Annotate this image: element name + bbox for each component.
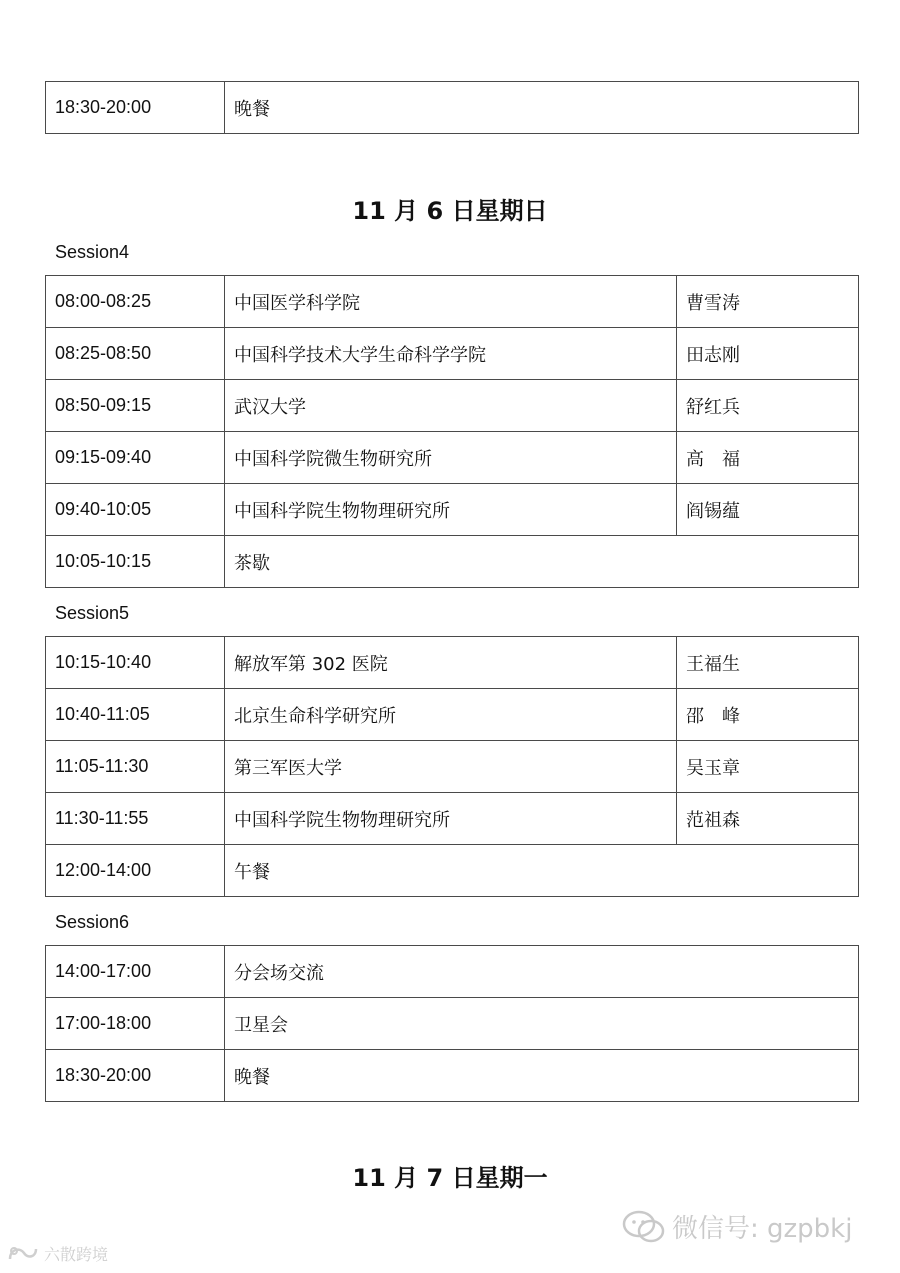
time-cell: 10:05-10:15 (46, 536, 225, 588)
site-name-text: 六散跨境 (44, 1245, 109, 1264)
table-row (46, 845, 859, 897)
institution-cell: 武汉大学 (225, 380, 677, 432)
time-cell: 11:05-11:30 (46, 741, 225, 793)
table-row (46, 689, 859, 741)
description-cell: 晚餐 (225, 82, 859, 134)
speaker-cell: 舒红兵 (677, 380, 859, 432)
logo-icon (6, 1243, 40, 1265)
wechat-icon (622, 1210, 666, 1244)
table-row (46, 637, 859, 689)
description-cell: 午餐 (225, 845, 859, 897)
session5-table (45, 636, 859, 897)
table-row (46, 484, 859, 536)
time-cell: 14:00-17:00 (46, 946, 225, 998)
session-label: Session5 (55, 603, 130, 623)
table-row (46, 276, 859, 328)
time-cell: 18:30-20:00 (46, 82, 225, 134)
description-cell: 晚餐 (225, 1050, 859, 1102)
time-cell: 11:30-11:55 (46, 793, 225, 845)
table-row (46, 82, 859, 134)
time-cell: 18:30-20:00 (46, 1050, 225, 1102)
institution-cell: 北京生命科学研究所 (225, 689, 677, 741)
session4-table (45, 275, 859, 588)
day-title: 11 月 7 日星期一 (352, 1164, 548, 1192)
table-row (46, 1050, 859, 1102)
time-cell: 10:40-11:05 (46, 689, 225, 741)
table-row (46, 380, 859, 432)
institution-cell: 解放军第 302 医院 (225, 637, 677, 689)
time-cell: 09:40-10:05 (46, 484, 225, 536)
description-cell: 茶歇 (225, 536, 859, 588)
time-cell: 17:00-18:00 (46, 998, 225, 1050)
time-cell: 10:15-10:40 (46, 637, 225, 689)
table-row (46, 741, 859, 793)
speaker-cell: 阎锡蕴 (677, 484, 859, 536)
session-label: Session4 (55, 242, 130, 262)
institution-cell: 第三军医大学 (225, 741, 677, 793)
wechat-watermark (622, 1208, 852, 1245)
time-cell: 12:00-14:00 (46, 845, 225, 897)
institution-cell: 中国科学院生物物理研究所 (225, 484, 677, 536)
day-title: 11 月 6 日星期日 (352, 197, 548, 225)
time-cell: 08:25-08:50 (46, 328, 225, 380)
speaker-cell: 高 福 (677, 432, 859, 484)
time-cell: 09:15-09:40 (46, 432, 225, 484)
time-cell: 08:00-08:25 (46, 276, 225, 328)
session6-table (45, 945, 859, 1102)
table-row (46, 328, 859, 380)
description-cell: 卫星会 (225, 998, 859, 1050)
speaker-cell: 范祖森 (677, 793, 859, 845)
speaker-cell: 田志刚 (677, 328, 859, 380)
institution-cell: 中国科学院微生物研究所 (225, 432, 677, 484)
table-row (46, 998, 859, 1050)
speaker-cell: 邵 峰 (677, 689, 859, 741)
institution-cell: 中国科学技术大学生命科学学院 (225, 328, 677, 380)
speaker-cell: 王福生 (677, 637, 859, 689)
table-row (46, 946, 859, 998)
time-cell: 08:50-09:15 (46, 380, 225, 432)
schedule-table-top (45, 81, 859, 134)
speaker-cell: 曹雪涛 (677, 276, 859, 328)
session-label: Session6 (55, 912, 130, 932)
wechat-id-text: 微信号: gzpbkj (672, 1214, 853, 1244)
site-watermark (6, 1242, 108, 1265)
institution-cell: 中国医学科学院 (225, 276, 677, 328)
table-row (46, 536, 859, 588)
institution-cell: 中国科学院生物物理研究所 (225, 793, 677, 845)
description-cell: 分会场交流 (225, 946, 859, 998)
table-row (46, 793, 859, 845)
table-row (46, 432, 859, 484)
speaker-cell: 吴玉章 (677, 741, 859, 793)
